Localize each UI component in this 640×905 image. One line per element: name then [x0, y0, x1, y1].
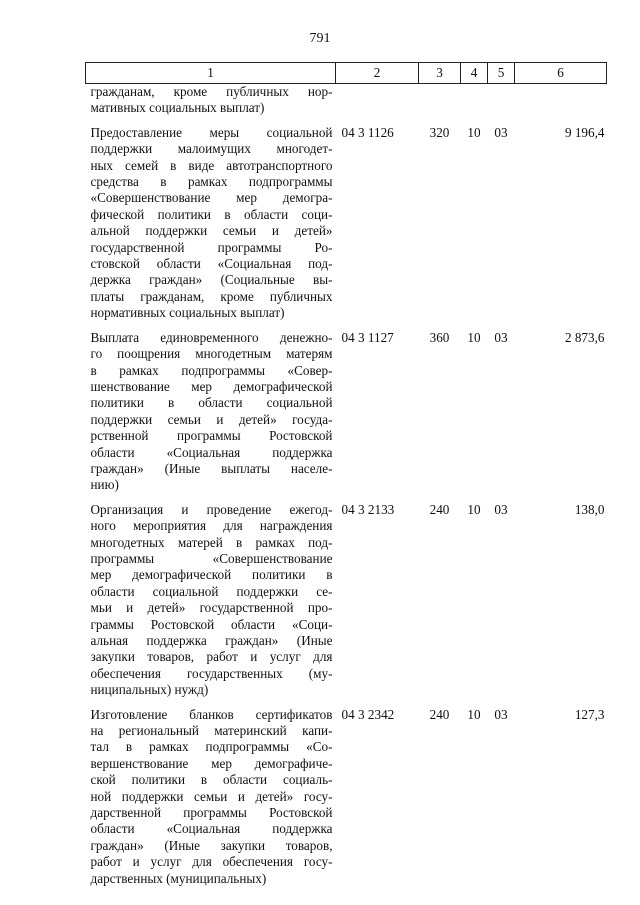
spacer-cell [336, 117, 419, 125]
spacer-cell [419, 117, 461, 125]
row-amount: 138,0 [574, 501, 605, 517]
description-line: области «Социальная поддержка [90, 444, 333, 460]
row-expense-type: 240 [429, 501, 450, 517]
description-line: ской политики в области социаль- [90, 772, 333, 788]
description-line: средства в рамках подпрограммы [90, 174, 333, 190]
row-amount [515, 84, 607, 117]
spacer-cell [461, 117, 488, 125]
description-line: граждан» (Иные выплаты населе- [90, 460, 333, 476]
description-line: граждан» (Иные закупки товаров, [90, 837, 333, 853]
row-subsection [488, 84, 515, 117]
row-expense-type [419, 84, 461, 117]
row-spacer [86, 699, 607, 707]
table-row [86, 707, 607, 887]
description-line: Организация и проведение ежегод- [90, 501, 333, 517]
spacer-cell [336, 494, 419, 502]
description-line: гражданам, кроме публичных нор- [90, 84, 333, 99]
table-row [86, 330, 607, 494]
spacer-cell [336, 699, 419, 707]
description-line: поддержки малоимущих многодет- [90, 141, 333, 157]
description-line: держка граждан» (Социальные вы- [90, 272, 333, 288]
description-line: ниципальных) нужд) [90, 682, 209, 698]
row-expense-type: 240 [429, 706, 450, 722]
description-line: стовской области «Социальная под- [90, 256, 333, 272]
column-header-2: 2 [336, 63, 419, 84]
description-line: дарственных (муниципальных) [90, 870, 267, 886]
row-description [86, 330, 336, 494]
spacer-cell [419, 699, 461, 707]
column-header-6: 6 [515, 63, 607, 84]
table-row [86, 125, 607, 322]
description-line: политики в области социальной [90, 395, 333, 411]
spacer-cell [86, 494, 336, 502]
spacer-cell [336, 322, 419, 330]
table-row [86, 502, 607, 699]
description-line: нормативных социальных выплат) [90, 305, 285, 321]
description-line: государственной программы Ро- [90, 239, 333, 255]
row-target-code: 04 3 1126 [341, 124, 394, 140]
description-line: Изготовление бланков сертификатов [90, 706, 333, 722]
description-line: альная поддержка граждан» (Иные [90, 633, 333, 648]
table-row [86, 84, 607, 117]
description-line: ной поддержки семьи и детей» госу- [90, 788, 333, 804]
spacer-cell [419, 494, 461, 502]
description-line: ных семей в виде автотранспортного [90, 157, 333, 173]
row-subsection: 03 [494, 124, 508, 140]
description-line: программы «Совершенствование [90, 550, 333, 566]
description-line: работ и услуг для обеспечения госу- [90, 854, 333, 870]
row-description [86, 707, 336, 887]
description-line: многодетных матерей в рамках под- [90, 534, 333, 550]
description-line: обеспечения государственных (му- [90, 665, 333, 681]
row-description [86, 125, 336, 322]
spacer-cell [515, 699, 607, 707]
description-line: нию) [90, 477, 119, 493]
row-spacer [86, 494, 607, 502]
row-section: 10 [467, 501, 481, 517]
spacer-cell [86, 322, 336, 330]
description-line: граммы Ростовской области «Соци- [90, 616, 333, 632]
description-line: ного мероприятия для награждения [90, 518, 333, 534]
row-subsection: 03 [494, 329, 508, 345]
row-target-code: 04 3 2133 [341, 501, 395, 517]
description-line: на региональный материнский капи- [90, 723, 333, 739]
description-line: го поощрения многодетным матерям [90, 346, 333, 362]
row-description [86, 84, 336, 117]
row-target-code: 04 3 2342 [341, 706, 395, 722]
description-line: дарственной программы Ростовской [90, 805, 333, 821]
spacer-cell [515, 322, 607, 330]
description-line: мер демографической политики в [90, 567, 333, 583]
description-line: тал в рамках подпрограммы «Со- [90, 739, 333, 755]
description-line: Предоставление меры социальной [90, 124, 333, 140]
column-header-5: 5 [488, 63, 515, 84]
description-line: шенствование мер демографической [90, 378, 333, 394]
description-line: мативных социальных выплат) [90, 100, 265, 116]
page-number: 791 [309, 31, 331, 46]
row-spacer [86, 322, 607, 330]
row-target-code: 04 3 1127 [341, 329, 394, 345]
spacer-cell [515, 494, 607, 502]
row-subsection: 03 [494, 501, 508, 517]
description-line: закупки товаров, работ и услуг для [90, 649, 333, 665]
table-header [86, 63, 607, 84]
spacer-cell [86, 117, 336, 125]
spacer-cell [488, 494, 515, 502]
table-body [86, 84, 607, 888]
row-section [461, 84, 488, 117]
spacer-cell [461, 699, 488, 707]
header-row [86, 63, 607, 84]
row-expense-type: 320 [429, 124, 450, 140]
row-expense-type: 360 [429, 329, 450, 345]
description-line: альной поддержки семьи и детей» [90, 223, 333, 239]
column-header-1: 1 [86, 63, 336, 84]
spacer-cell [86, 699, 336, 707]
description-line: области «Социальная поддержка [90, 821, 333, 837]
description-line: поддержки семьи и детей» госуда- [90, 411, 333, 427]
row-amount: 9 196,4 [564, 124, 605, 140]
description-line: рственной программы Ростовской [90, 428, 333, 444]
description-line: платы гражданам, кроме публичных [90, 288, 333, 304]
row-section: 10 [467, 124, 481, 140]
description-line: Выплата единовременного денежно- [90, 329, 333, 345]
spacer-cell [488, 699, 515, 707]
spacer-cell [461, 494, 488, 502]
spacer-cell [488, 322, 515, 330]
spacer-cell [461, 322, 488, 330]
row-amount: 2 873,6 [564, 329, 605, 345]
column-header-4: 4 [461, 63, 488, 84]
row-subsection: 03 [494, 706, 508, 722]
description-line: области социальной поддержки се- [90, 583, 333, 599]
description-line: «Совершенствование мер демогра- [90, 190, 333, 206]
row-section: 10 [467, 706, 481, 722]
row-section: 10 [467, 329, 481, 345]
row-amount: 127,3 [574, 706, 605, 722]
budget-table [85, 62, 607, 887]
row-target-code [336, 84, 419, 117]
row-spacer [86, 117, 607, 125]
column-header-3: 3 [419, 63, 461, 84]
spacer-cell [488, 117, 515, 125]
row-description [86, 502, 336, 699]
spacer-cell [515, 117, 607, 125]
description-line: вершенствование мер демографиче- [90, 755, 333, 771]
description-line: фической политики в области соци- [90, 206, 333, 222]
description-line: в рамках подпрограммы «Совер- [90, 362, 333, 378]
spacer-cell [419, 322, 461, 330]
description-line: мьи и детей» государственной про- [90, 600, 333, 616]
